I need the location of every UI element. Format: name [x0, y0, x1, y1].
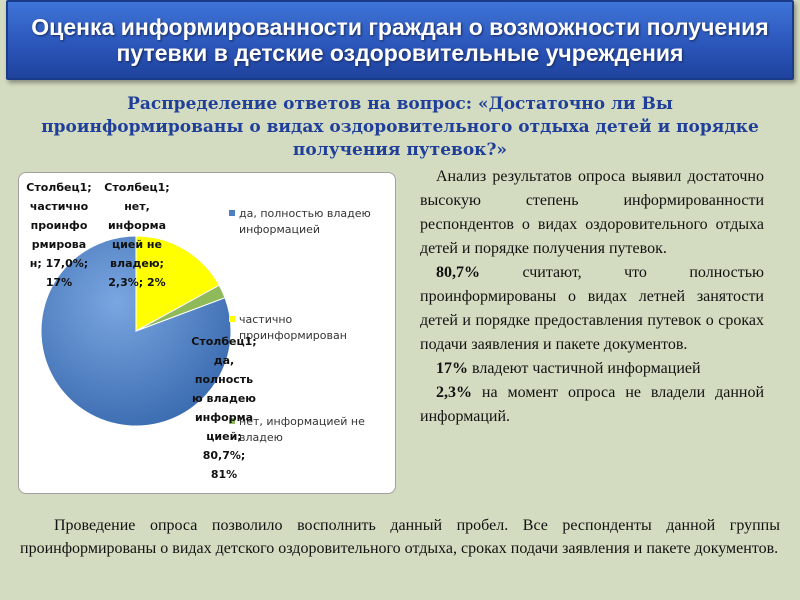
- point-text: на момент опроса не владели данной информаций.: [420, 384, 764, 425]
- legend-label: нет, информацией не владею: [239, 415, 365, 444]
- title-banner: [6, 0, 794, 80]
- legend-label: да, полностью владею информацией: [239, 207, 371, 236]
- data-label: Столбец1; частично проинфо рмирова н; 17,0%; 17%: [26, 181, 92, 289]
- point-value: 17%: [436, 360, 468, 377]
- analysis-point: [420, 381, 764, 429]
- pie-chart: [19, 173, 397, 495]
- analysis-point: [420, 357, 764, 381]
- slide-title: Оценка информированности граждан о возможности получения путевки в детские оздоровительные учреждения: [31, 14, 769, 66]
- data-label: Столбец1; да, полность ю владею информа цией; 80,7%; 81%: [191, 335, 257, 481]
- legend-label: частично проинформирован: [239, 313, 347, 342]
- point-value: 2,3%: [436, 384, 472, 401]
- analysis-point: [420, 261, 764, 357]
- data-label: Столбец1; нет, информа цией не владею; 2,3%; 2%: [104, 181, 170, 289]
- conclusion-text: Проведение опроса позволило восполнить данный пробел. Все респонденты данной группы проинформированы о видах детского оздоровительного отдыха, сроках подачи заявления и пакете документов.: [20, 517, 780, 557]
- pie-chart-panel: [18, 172, 396, 494]
- point-text: считают, что полностью проинформированы о видах летней занятости детей и порядке предоставления путевок о сроках подачи заявления и пакете документов.: [420, 264, 764, 353]
- analysis-intro: Анализ результатов опроса выявил достаточно высокую степень информированности респондентов о видах оздоровительного отдыха детей и порядке получения путевок.: [420, 168, 764, 257]
- point-text: владеют частичной информацией: [468, 360, 701, 377]
- legend-swatch: [229, 316, 235, 322]
- analysis-text: [420, 165, 764, 429]
- legend-swatch: [229, 210, 235, 216]
- chart-question-subtitle: Распределение ответов на вопрос: «Достаточно ли Вы проинформированы о видах оздоровительного отдыха детей и порядке получения путевок?»: [41, 94, 759, 160]
- point-value: 80,7%: [436, 264, 480, 281]
